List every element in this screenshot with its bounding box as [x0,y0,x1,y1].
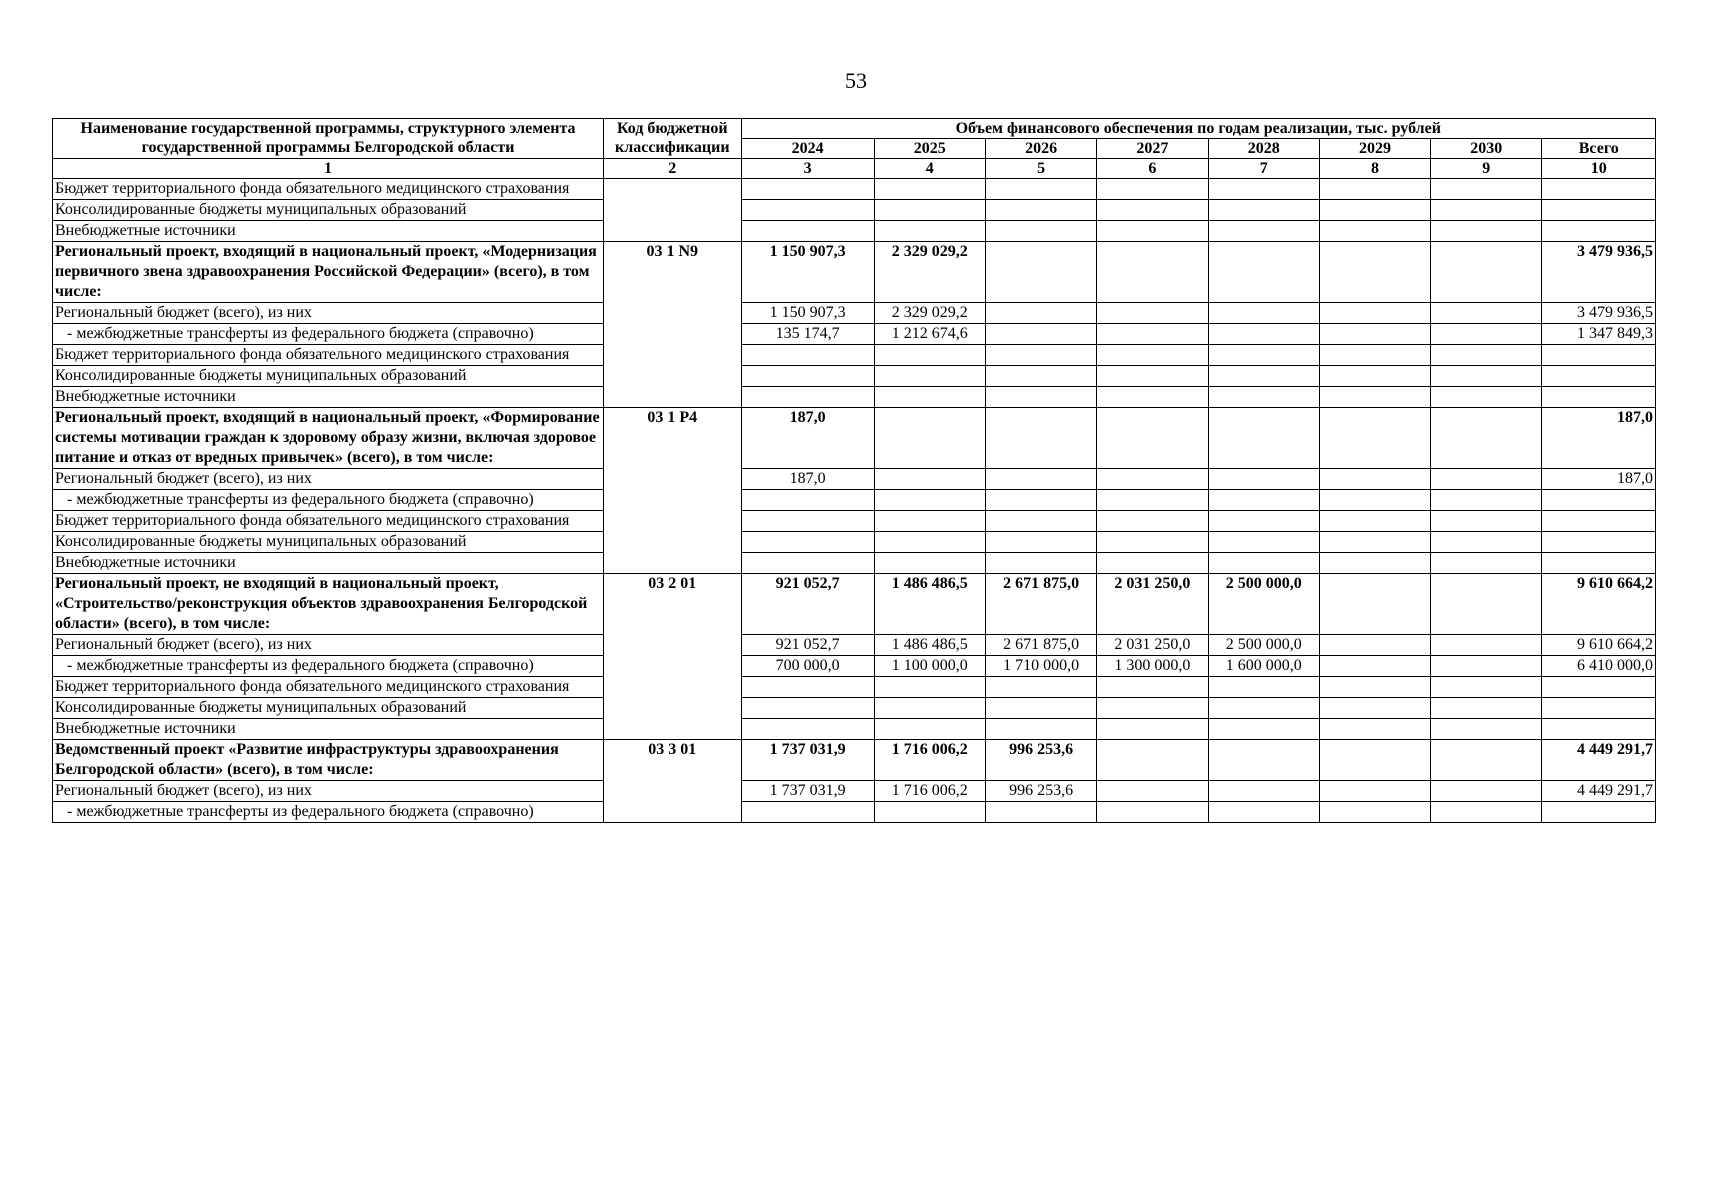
section-title: Региональный проект, входящий в национальный проект, «Модернизация первичного звена здравоохранения Российской Федерации» (всего), в том числе: [53,242,604,303]
col-num: 3 [741,159,874,179]
value-cell: 135 174,7 [741,324,874,345]
row-label: Региональный бюджет (всего), из них [53,635,604,656]
row-label: - межбюджетные трансферты из федерального бюджета (справочно) [53,656,604,677]
table-row [53,781,1656,802]
value-cell: 1 150 907,3 [741,242,874,303]
value-cell: 2 500 000,0 [1208,574,1319,635]
total-cell: 4 449 291,7 [1542,740,1656,781]
total-cell: 1 347 849,3 [1542,324,1656,345]
table-row [53,179,1656,200]
header-code: Код бюджетной классификации [604,119,741,159]
table-row [53,698,1656,719]
value-cell: 1 737 031,9 [741,781,874,802]
code-cell: 03 1 P4 [604,408,741,574]
table-row [53,490,1656,511]
section-title-row [53,740,1656,781]
table-row [53,200,1656,221]
value-cell: 1 100 000,0 [874,656,985,677]
row-label: Консолидированные бюджеты муниципальных образований [53,366,604,387]
row-label: Бюджет территориального фонда обязательного медицинского страхования [53,179,604,200]
table-row [53,469,1656,490]
section-title: Ведомственный проект «Развитие инфраструктуры здравоохранения Белгородской области» (всего), в том числе: [53,740,604,781]
value-cell: 996 253,6 [985,781,1096,802]
table-row [53,345,1656,366]
row-label: Консолидированные бюджеты муниципальных образований [53,200,604,221]
code-cell: 03 1 N9 [604,242,741,408]
value-cell: 1 300 000,0 [1097,656,1208,677]
row-label: - межбюджетные трансферты из федерального бюджета (справочно) [53,324,604,345]
section-title-row [53,408,1656,469]
code-cell: 03 3 01 [604,740,741,823]
value-cell: 2 500 000,0 [1208,635,1319,656]
row-label: Внебюджетные источники [53,221,604,242]
value-cell: 2 329 029,2 [874,303,985,324]
value-cell: 2 671 875,0 [985,574,1096,635]
header-name: Наименование государственной программы, структурного элемента государственной программы Белгородской области [53,119,604,159]
section-title-row [53,242,1656,303]
table-row [53,802,1656,823]
value-cell: 700 000,0 [741,656,874,677]
value-cell: 1 716 006,2 [874,781,985,802]
value-cell: 2 329 029,2 [874,242,985,303]
col-num: 9 [1431,159,1542,179]
row-label: Бюджет территориального фонда обязательного медицинского страхования [53,677,604,698]
value-cell: 1 737 031,9 [741,740,874,781]
table-row [53,324,1656,345]
table-row [53,656,1656,677]
total-cell: 187,0 [1542,408,1656,469]
year-2027: 2027 [1097,139,1208,159]
header-row [53,119,1656,139]
year-2028: 2028 [1208,139,1319,159]
table-row [53,221,1656,242]
table-row [53,719,1656,740]
year-total: Всего [1542,139,1656,159]
value-cell: 921 052,7 [741,635,874,656]
total-cell: 3 479 936,5 [1542,303,1656,324]
table-row [53,387,1656,408]
row-label: Бюджет территориального фонда обязательного медицинского страхования [53,345,604,366]
table-row [53,635,1656,656]
total-cell: 4 449 291,7 [1542,781,1656,802]
value-cell: 187,0 [741,408,874,469]
row-label: Консолидированные бюджеты муниципальных образований [53,532,604,553]
row-label: Внебюджетные источники [53,719,604,740]
value-cell: 1 600 000,0 [1208,656,1319,677]
budget-table [52,118,1656,823]
value-cell: 2 031 250,0 [1097,635,1208,656]
value-cell: 1 486 486,5 [874,574,985,635]
year-2030: 2030 [1431,139,1542,159]
year-2026: 2026 [985,139,1096,159]
col-num: 10 [1542,159,1656,179]
row-label: Консолидированные бюджеты муниципальных образований [53,698,604,719]
total-cell: 187,0 [1542,469,1656,490]
code-cell [604,179,741,242]
table-row [53,366,1656,387]
value-cell: 1 710 000,0 [985,656,1096,677]
table-row [53,511,1656,532]
col-num: 8 [1319,159,1430,179]
section-title: Региональный проект, не входящий в национальный проект, «Строительство/реконструкция объектов здравоохранения Белгородской области» (всего), в том числе: [53,574,604,635]
col-num: 5 [985,159,1096,179]
value-cell: 996 253,6 [985,740,1096,781]
col-num: 6 [1097,159,1208,179]
section-title: Региональный проект, входящий в национальный проект, «Формирование системы мотивации граждан к здоровому образу жизни, включая здоровое питание и отказ от вредных привычек» (всего), в том числе: [53,408,604,469]
row-label: Внебюджетные источники [53,387,604,408]
table-row [53,532,1656,553]
value-cell: 1 150 907,3 [741,303,874,324]
value-cell: 187,0 [741,469,874,490]
value-cell: 1 486 486,5 [874,635,985,656]
year-2024: 2024 [741,139,874,159]
total-cell: 3 479 936,5 [1542,242,1656,303]
total-cell: 9 610 664,2 [1542,574,1656,635]
page-number: 53 [845,68,867,93]
row-label: Региональный бюджет (всего), из них [53,469,604,490]
row-label: Региональный бюджет (всего), из них [53,303,604,324]
year-2025: 2025 [874,139,985,159]
col-num: 7 [1208,159,1319,179]
col-num: 4 [874,159,985,179]
row-label: Региональный бюджет (всего), из них [53,781,604,802]
value-cell: 1 716 006,2 [874,740,985,781]
value-cell: 921 052,7 [741,574,874,635]
table-row [53,303,1656,324]
table-row [53,553,1656,574]
row-label: - межбюджетные трансферты из федерального бюджета (справочно) [53,490,604,511]
table-row [53,677,1656,698]
col-num: 2 [604,159,741,179]
code-cell: 03 2 01 [604,574,741,740]
header-volume: Объем финансового обеспечения по годам реализации, тыс. рублей [741,119,1655,139]
total-cell: 9 610 664,2 [1542,635,1656,656]
row-label: - межбюджетные трансферты из федерального бюджета (справочно) [53,802,604,823]
value-cell: 1 212 674,6 [874,324,985,345]
year-2029: 2029 [1319,139,1430,159]
row-label: Бюджет территориального фонда обязательного медицинского страхования [53,511,604,532]
section-title-row [53,574,1656,635]
total-cell: 6 410 000,0 [1542,656,1656,677]
value-cell: 2 671 875,0 [985,635,1096,656]
row-label: Внебюджетные источники [53,553,604,574]
col-num: 1 [53,159,604,179]
value-cell: 2 031 250,0 [1097,574,1208,635]
column-numbers-row [53,159,1656,179]
